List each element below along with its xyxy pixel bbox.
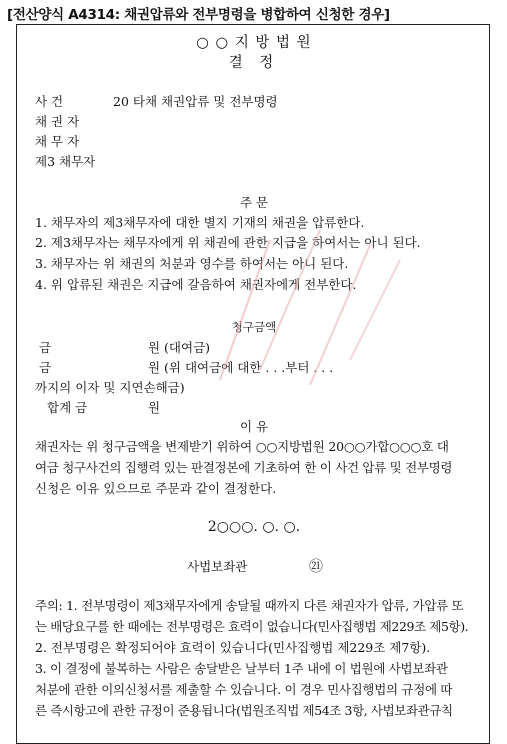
judge-title: 사법보좌관 — [187, 559, 248, 574]
decision-date: 2○○○. ○. ○. — [207, 519, 301, 535]
case-value: 20 타채 채권압류 및 전부명령 — [113, 94, 278, 109]
claim-amount-text: 원 (대여금) — [148, 340, 211, 355]
order-item: 1. 채무자의 제3채무자에 대한 별지 기재의 채권을 압류한다. — [35, 215, 365, 230]
notice-line: 처분에 관한 이의신청서를 제출할 수 있습니다. 이 경우 민사집행법의 규정에 따 — [35, 682, 453, 697]
seal-mark: ㉑ — [309, 559, 323, 575]
order-item: 3. 채무자는 위 채권의 처분과 영수를 하여서는 아니 된다. — [35, 256, 349, 271]
interest-amount-text: 원 (위 대여금에 대한 . . .부터 . . . — [148, 360, 334, 375]
order-item: 4. 위 압류된 채권은 지급에 갈음하여 채권자에게 전부한다. — [35, 277, 357, 292]
interest-amount-label: 금 — [39, 360, 52, 375]
claim-heading: 청구금액 — [231, 320, 277, 334]
reason-heading: 이 유 — [239, 419, 269, 434]
notice-line: 주의: 1. 전부명령이 제3채무자에게 송달될 때까지 다른 채권자가 압류, 가압류 또 — [35, 598, 464, 613]
form-header: [전산양식 A4314: 채권압류와 전부명령을 병합하여 신청한 경우] — [7, 7, 390, 23]
notice-line: 른 즉시항고에 관한 규정이 준용됩니다(법원조직법 제54조 3항, 사법보좌관규칙 — [35, 703, 453, 718]
case-label: 사 건 — [35, 94, 64, 109]
court-name: ○ ○ 지 방 법 원 — [196, 35, 312, 51]
reason-line: 여금 청구사건의 집행력 있는 판결정본에 기초하여 한 이 사건 압류 및 전부명령 — [35, 460, 453, 475]
notice-line: 3. 이 결정에 불복하는 사람은 송달받은 날부터 1주 내에 이 법원에 사법보좌관 — [35, 661, 448, 676]
total-text: 원 — [148, 400, 161, 415]
notice-line: 는 배당요구를 한 때에는 전부명령은 효력이 없습니다(민사집행법 제229조 제5항). — [35, 619, 469, 634]
creditor-label: 채 권 자 — [35, 114, 80, 129]
claim-amount-label: 금 — [39, 340, 52, 355]
notice-line: 2. 전부명령은 확정되어야 효력이 있습니다(민사집행법 제229조 제7항). — [35, 640, 431, 655]
document-frame — [16, 24, 490, 744]
debtor-label: 채 무 자 — [35, 134, 80, 149]
reason-line: 채권자는 위 청구금액을 변제받기 위하여 ○○지방법원 20○○가합○○○호 대 — [35, 439, 449, 454]
total-label: 합계 금 — [47, 400, 88, 415]
document-title: 결 정 — [228, 55, 280, 71]
order-item: 2. 제3채무자는 채무자에게 위 채권에 관한 지급을 하여서는 아니 된다. — [35, 235, 421, 250]
interest-continuation: 까지의 이자 및 지연손해금) — [35, 380, 185, 395]
third-debtor-label: 제3 채무자 — [35, 154, 96, 169]
order-heading: 주 문 — [239, 195, 269, 210]
reason-line: 신청은 이유 있으므로 주문과 같이 결정한다. — [35, 481, 277, 496]
